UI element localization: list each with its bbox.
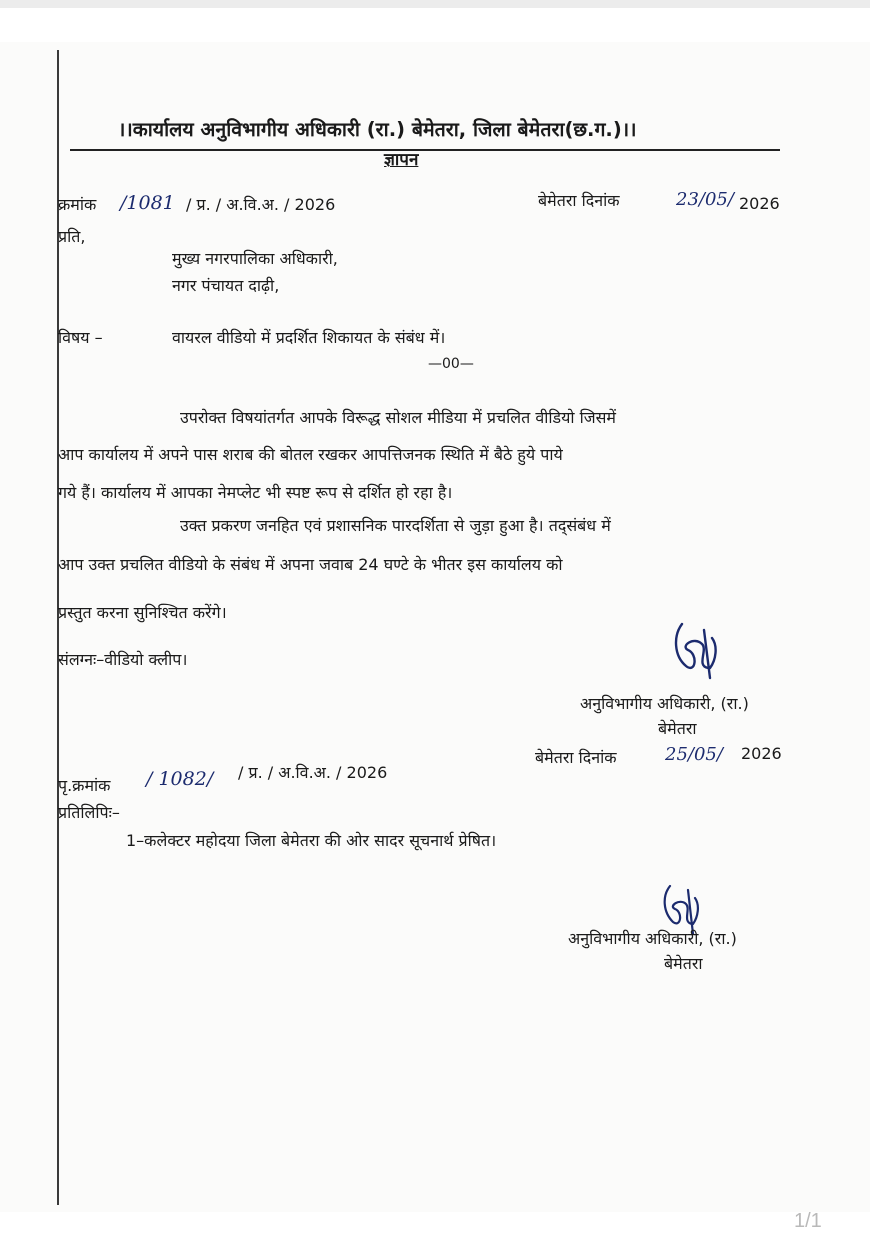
viewer-top-bar	[0, 0, 870, 8]
ref-suffix: / प्र. / अ.वि.अ. / 2026	[186, 195, 336, 214]
margin-line	[57, 50, 59, 1205]
date-year: 2026	[739, 194, 780, 213]
ref-label: क्रमांक	[58, 195, 97, 214]
signature2-place: बेमेतरा	[664, 954, 703, 973]
para1-line3: गये हैं। कार्यालय में आपका नेमप्लेट भी स्पष्ट रूप से दर्शित हो रहा है।	[58, 483, 453, 502]
memo-title: ज्ञापन	[384, 150, 419, 170]
endorsement-label: पृ.क्रमांक	[58, 776, 111, 795]
signature-1	[668, 616, 728, 686]
endorsement-suffix: / प्र. / अ.वि.अ. / 2026	[238, 763, 388, 782]
page-indicator: 1/1	[794, 1210, 822, 1232]
endorsement-number-handwritten: / 1082/	[146, 768, 214, 790]
subject-label: विषय –	[58, 328, 103, 347]
para1-line1: उपरोक्त विषयांतर्गत आपके विरूद्ध सोशल मीडिया में प्रचलित वीडियो जिसमें	[180, 408, 616, 427]
para1-line2: आप कार्यालय में अपने पास शराब की बोतल रखकर आपत्तिजनक स्थिति में बैठे हुये पाये	[58, 445, 563, 464]
recipient-prefix: प्रति,	[58, 227, 86, 246]
signature2-title: अनुविभागीय अधिकारी, (रा.)	[568, 929, 737, 948]
recipient-line1: मुख्य नगरपालिका अधिकारी,	[172, 249, 338, 268]
para2-line1: उक्त प्रकरण जनहित एवं प्रशासनिक पारदर्शिता से जुड़ा हुआ है। तद्संबंध में	[180, 516, 611, 535]
recipient-line2: नगर पंचायत दाढ़ी,	[172, 276, 280, 295]
endorsement-date-year: 2026	[741, 744, 782, 763]
ref-number-handwritten: /1081	[120, 192, 175, 214]
signature1-place: बेमेतरा	[658, 719, 697, 738]
date-handwritten: 23/05/	[676, 189, 734, 210]
attachment-note: संलग्नः–वीडियो क्लीप।	[58, 650, 188, 669]
copy-label: प्रतिलिपिः–	[58, 803, 120, 822]
endorsement-date-handwritten: 25/05/	[665, 744, 723, 765]
date-label: बेमेतरा दिनांक	[538, 191, 620, 210]
para2-line3: प्रस्तुत करना सुनिश्चित करेंगे।	[58, 603, 227, 622]
subject-separator: —00—	[428, 356, 474, 372]
para2-line2: आप उक्त प्रचलित वीडियो के संबंध में अपना जवाब 24 घण्टे के भीतर इस कार्यालय को	[58, 555, 563, 574]
office-heading: ।।कार्यालय अनुविभागीय अधिकारी (रा.) बेमेतरा, जिला बेमेतरा(छ.ग.)।।	[118, 118, 637, 141]
signature1-title: अनुविभागीय अधिकारी, (रा.)	[580, 694, 749, 713]
copy-item-1: 1–कलेक्टर महोदया जिला बेमेतरा की ओर सादर सूचनार्थ प्रेषित।	[126, 831, 497, 850]
endorsement-date-label: बेमेतरा दिनांक	[535, 748, 617, 767]
subject-text: वायरल वीडियो में प्रदर्शित शिकायत के संबंध में।	[172, 328, 446, 347]
document-page	[0, 42, 870, 1212]
heading-rule	[70, 149, 780, 151]
